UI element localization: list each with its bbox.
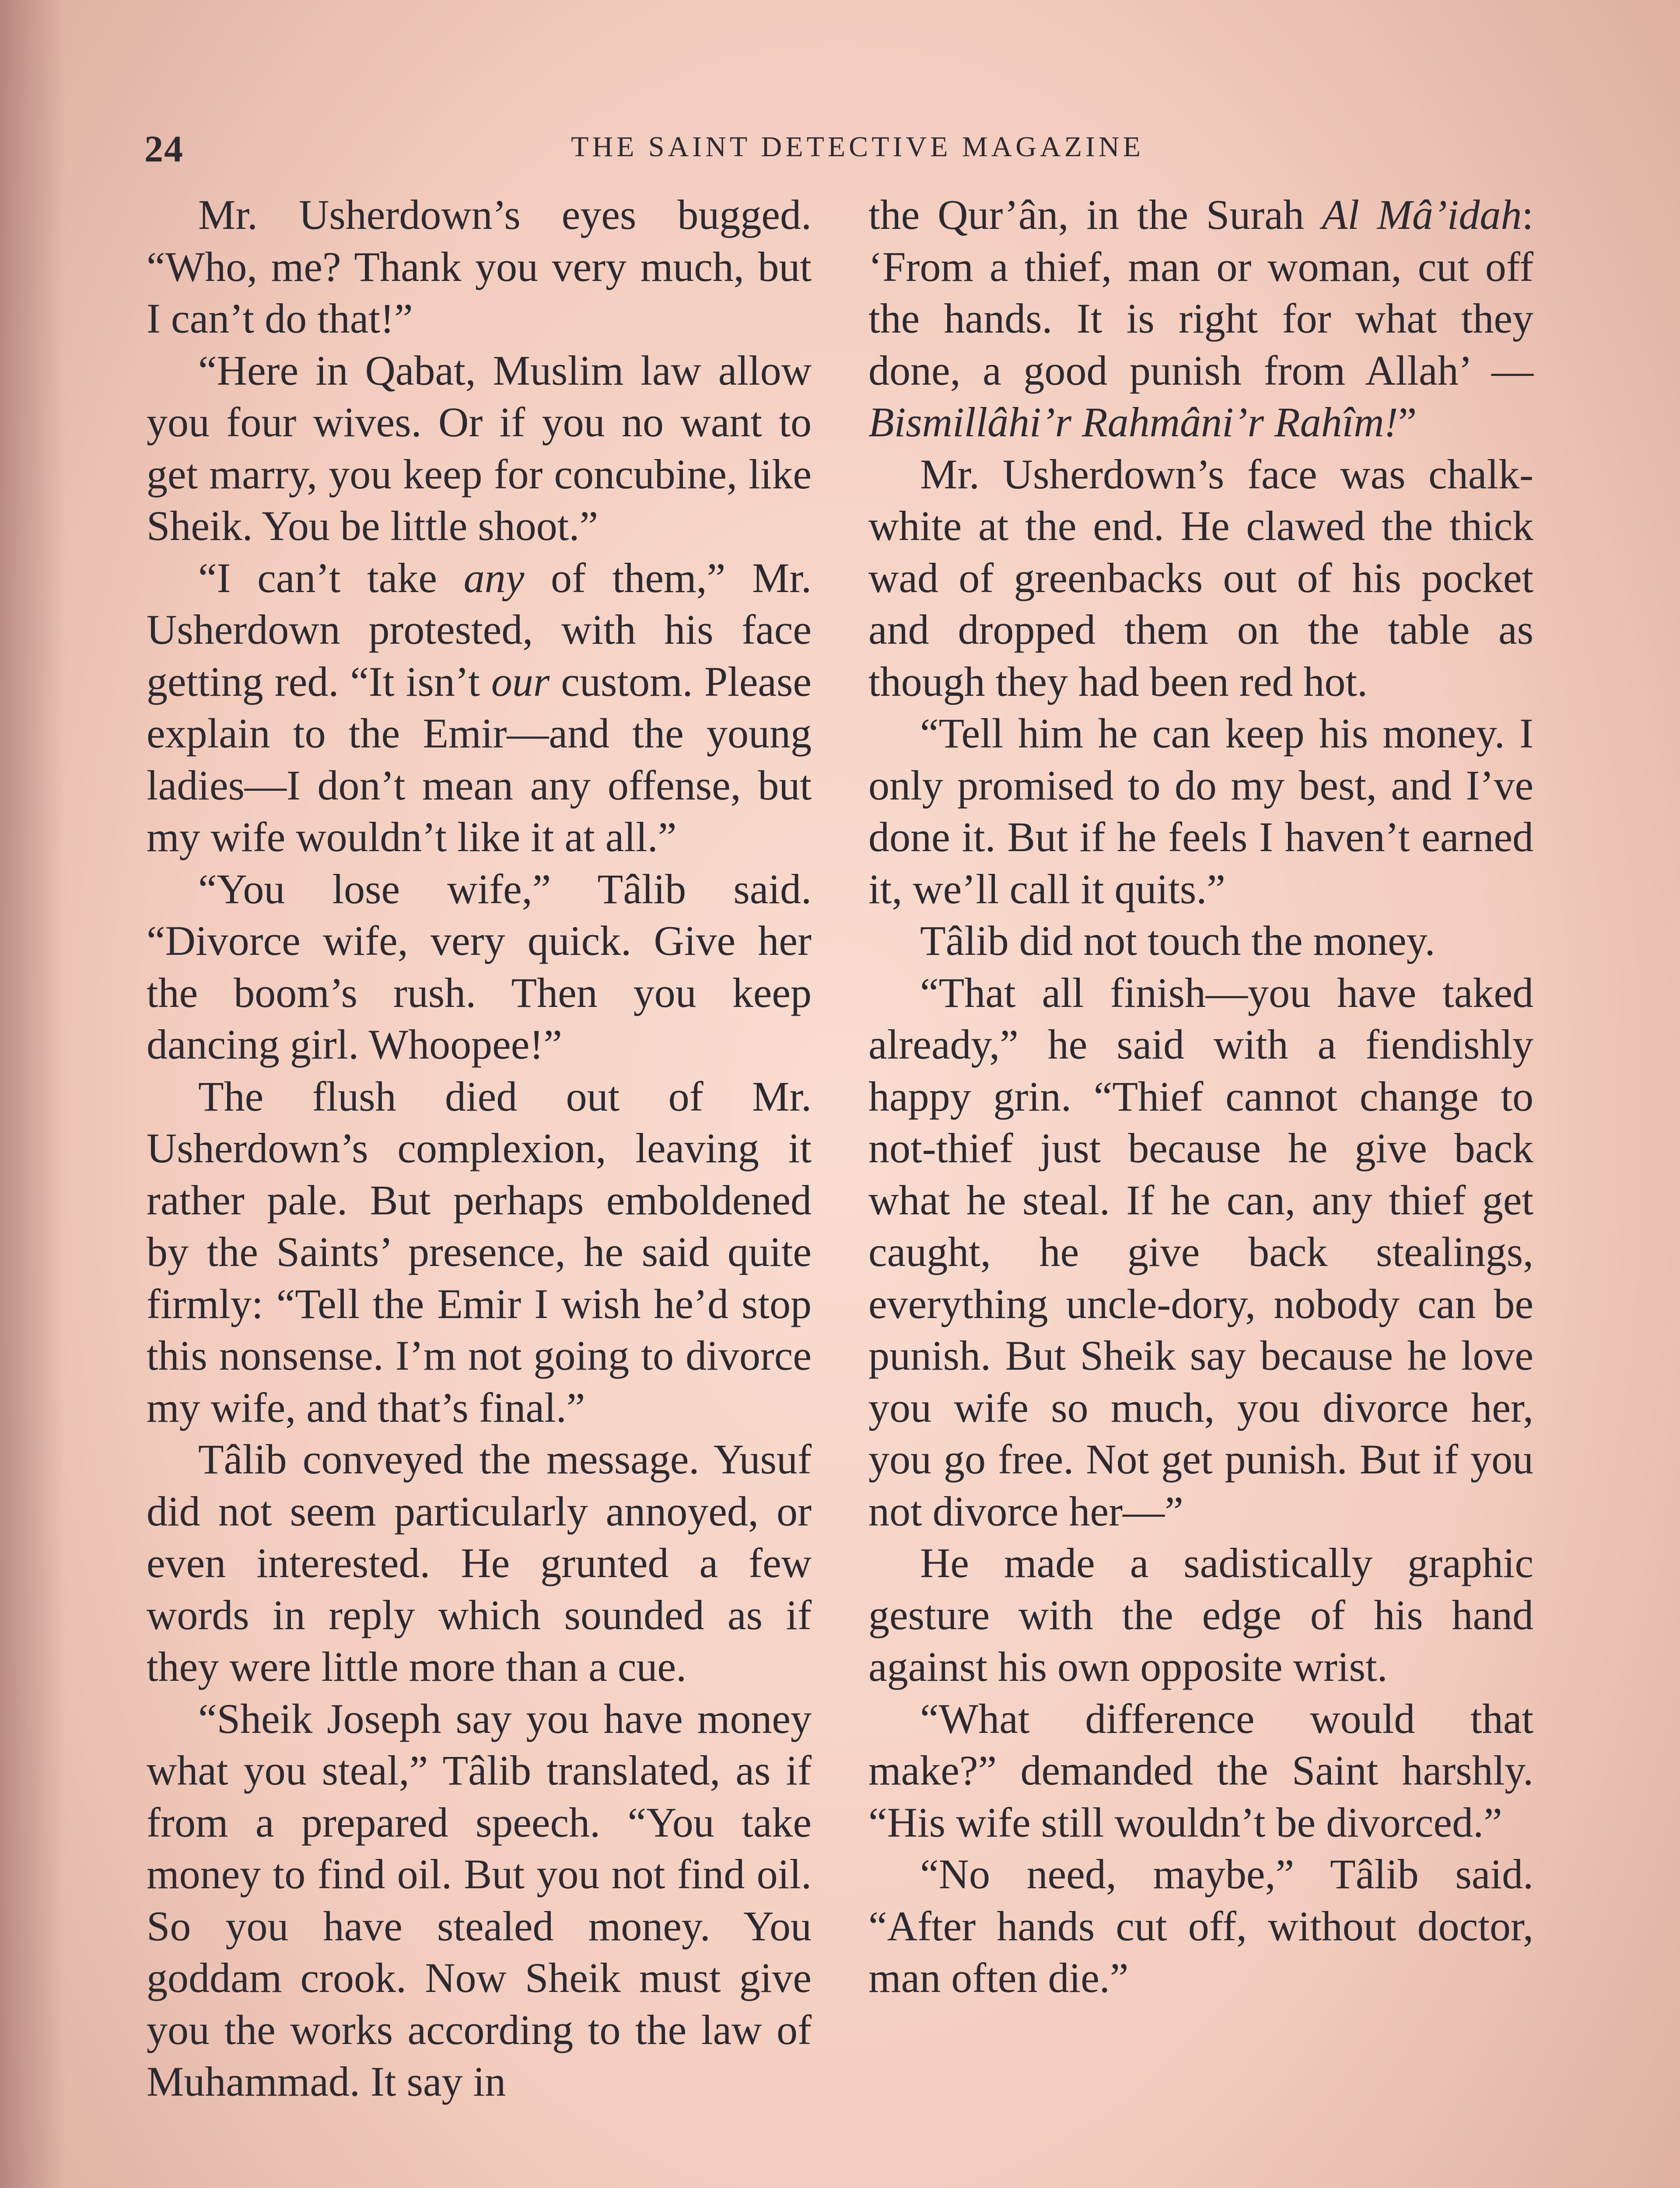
paragraph: “No need, maybe,” Tâlib said. “After hands cut off, without doctor, man often die.” [868,1851,1533,2001]
paragraph: He made a sadistically graphic gesture with the edge of his hand against his own opposite wrist. [868,1539,1533,1690]
page-edge-shadow [0,0,66,2188]
paragraph: “Here in Qabat, Muslim law allow you four wives. Or if you no want to get marry, you keep for concubine, like Sheik. You be little shoot.” [147,347,812,549]
paragraph: “You lose wife,” Tâlib said. “Divorce wife, very quick. Give her the boom’s rush. Then you keep dancing girl. Whoopee!” [147,865,812,1068]
paragraph: Tâlib conveyed the message. Yusuf did not seem particularly annoyed, or even interested. He grunted a few words in reply which sounded as if they were little more than a cue. [147,1436,812,1690]
paragraph: Tâlib did not touch the money. [920,917,1435,964]
paragraph: The flush died out of Mr. Usherdown’s complexion, leaving it rather pale. But perhaps emboldened by the Saints’ presence, he said quite firmly: “Tell the Emir I wish he’d stop this nonsense. I’m not going to divorce my wife, and that’s final.” [147,1073,812,1431]
left-column [147,189,812,2108]
paragraph: “That all finish—you have taked already,” he said with a fiendishly happy grin. “Thief cannot change to not-thief just because he give back what he steal. If he can, any thief get caught, he give back stealings, everything uncle-dory, nobody can be punish. But Sheik say because he love you wife so much, you divorce her, you go free. Not get punish. But if you not divorce her—” [868,969,1533,1535]
page-number: 24 [144,128,184,170]
running-head: THE SAINT DETECTIVE MAGAZINE [571,131,1144,163]
paragraph: Mr. Usherdown’s eyes bugged. “Who, me? Thank you very much, but I can’t do that!” [147,191,812,342]
right-column [868,189,1533,2004]
paragraph: “I can’t take any of them,” Mr. Usherdown protested, with his face getting red. “It isn’t our custom. Please explain to the Emir—and the young ladies—I don’t mean any offense, but my wife wouldn’t like it at all.” [147,554,812,860]
page-header [131,127,1584,175]
paragraph: the Qur’ân, in the Surah Al Mâ’idah: ‘From a thief, man or woman, cut off the hands. It is right for what they done, a good punish from Allah’ — Bismillâhi’r Rahmâni’r Rahîm!” [868,191,1534,445]
paragraph: “Sheik Joseph say you have money what you steal,” Tâlib translated, as if from a prepared speech. “You take money to find oil. But you not find oil. So you have stealed money. You goddam crook. Now Sheik must give you the works according to the law of Muhammad. It say in [147,1695,812,2105]
paragraph: “What difference would that make?” demanded the Saint harshly. “His wife still wouldn’t be divorced.” [868,1695,1533,1846]
paragraph: “Tell him he can keep his money. I only promised to do my best, and I’ve done it. But if he feels I haven’t earned it, we’ll call it quits.” [868,710,1533,912]
paragraph: Mr. Usherdown’s face was chalk-white at the end. He clawed the thick wad of greenbacks out of his pocket and dropped them on the table as though they had been red hot. [868,450,1533,705]
